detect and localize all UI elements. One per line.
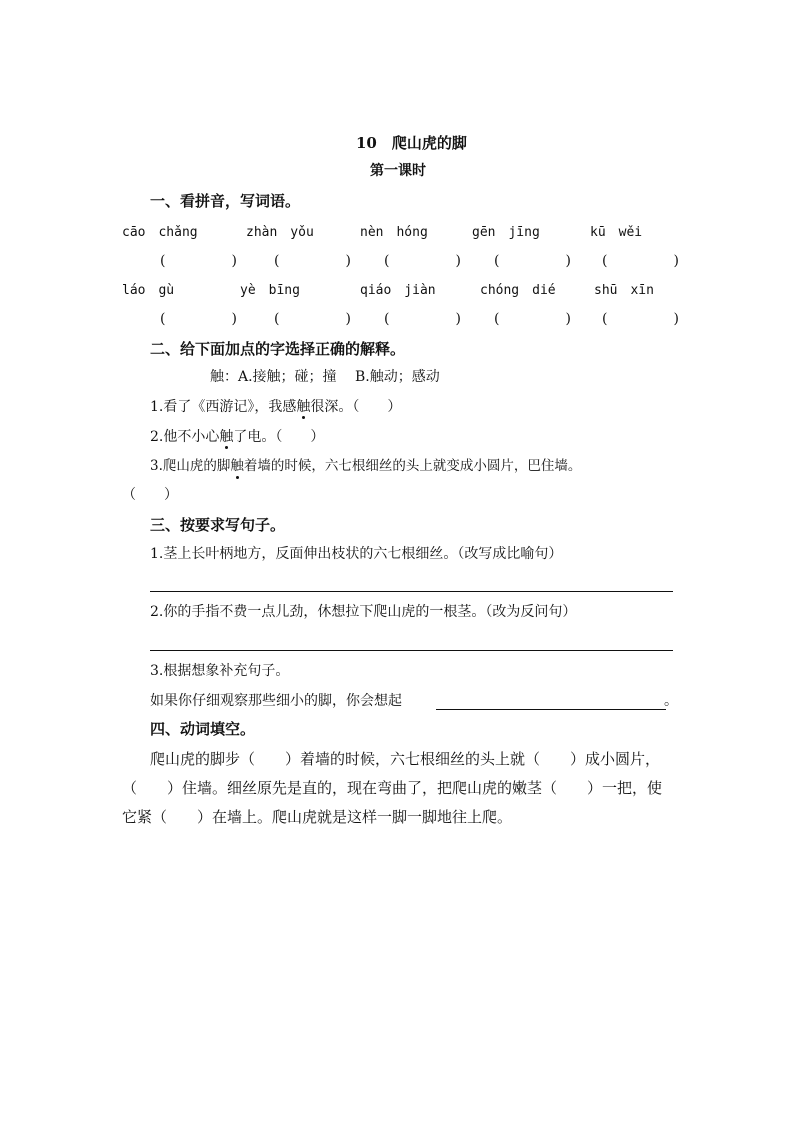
definition-line: 触：A.接触；碰；撞 B.触动；感动 bbox=[210, 369, 440, 385]
question-text: 着墙的时候，六七根细丝的头上就变成小圆片，巴住墙。 bbox=[243, 458, 582, 474]
question-text: 2.他不小心 bbox=[150, 429, 220, 445]
sentence-end: 。 bbox=[664, 693, 678, 709]
pinyin-5: kū wěi bbox=[590, 225, 643, 240]
paragraph-line: （ ）住墙。细丝原先是直的，现在弯曲了，把爬山虎的嫩茎（ ）一把，使 bbox=[122, 779, 663, 797]
dotted-character: 触 bbox=[230, 458, 244, 474]
answer-blank[interactable]: ( ) bbox=[494, 311, 573, 327]
question-item bbox=[150, 460, 581, 474]
pinyin-1: cāo chǎng bbox=[122, 225, 198, 240]
section3-heading: 三、按要求写句子。 bbox=[150, 516, 286, 534]
answer-line[interactable] bbox=[436, 709, 666, 710]
question-item bbox=[150, 430, 324, 444]
pinyin-7: yè bīng bbox=[240, 283, 300, 298]
question-item: 1.茎上长叶柄地方，反面伸出枝状的六七根细丝。（改写成比喻句） bbox=[150, 546, 563, 562]
answer-blank[interactable]: ( ) bbox=[494, 253, 573, 269]
page-title: 10 爬山虎的脚 bbox=[356, 134, 467, 152]
dotted-character: 触 bbox=[219, 429, 234, 445]
page-subtitle: 第一课时 bbox=[370, 163, 426, 179]
question-text: 很深。（ ） bbox=[310, 399, 402, 415]
answer-line[interactable] bbox=[150, 591, 673, 592]
answer-blank[interactable]: （ ） bbox=[122, 487, 178, 503]
section1-heading: 一、看拼音，写词语。 bbox=[150, 192, 301, 210]
paragraph-line: 爬山虎的脚步（ ）着墙的时候，六七根细丝的头上就（ ）成小圆片， bbox=[150, 750, 661, 768]
pinyin-6: láo gù bbox=[122, 283, 175, 298]
answer-blank[interactable]: ( ) bbox=[384, 253, 463, 269]
question-item bbox=[150, 400, 401, 414]
question-prompt: 如果你仔细观察那些细小的脚，你会想起 bbox=[150, 693, 402, 709]
answer-blank[interactable]: ( ) bbox=[384, 311, 463, 327]
answer-blank[interactable]: ( ) bbox=[602, 253, 681, 269]
section4-heading: 四、动词填空。 bbox=[150, 720, 256, 738]
question-item: 3.根据想象补充句子。 bbox=[150, 663, 290, 679]
paragraph-line: 它紧（ ）在墙上。爬山虎就是这样一脚一脚地往上爬。 bbox=[122, 808, 513, 826]
pinyin-2: zhàn yǒu bbox=[246, 225, 314, 240]
pinyin-3: nèn hóng bbox=[360, 225, 428, 240]
question-text: 3.爬山虎的脚 bbox=[150, 458, 231, 474]
answer-blank[interactable]: ( ) bbox=[602, 311, 681, 327]
answer-blank[interactable]: ( ) bbox=[160, 311, 239, 327]
section2-heading: 二、给下面加点的字选择正确的解释。 bbox=[150, 340, 406, 358]
answer-blank[interactable]: ( ) bbox=[160, 253, 239, 269]
question-item: 2.你的手指不费一点儿劲，休想拉下爬山虎的一根茎。（改为反问句） bbox=[150, 604, 577, 620]
pinyin-4: gēn jīng bbox=[472, 225, 540, 240]
question-text: 了电。（ ） bbox=[233, 429, 325, 445]
pinyin-8: qiáo jiàn bbox=[360, 283, 436, 298]
question-text: 1.看了《西游记》，我感 bbox=[150, 399, 297, 415]
answer-blank[interactable]: ( ) bbox=[274, 311, 353, 327]
answer-blank[interactable]: ( ) bbox=[274, 253, 353, 269]
answer-line[interactable] bbox=[150, 650, 673, 651]
pinyin-10: shū xīn bbox=[594, 283, 654, 298]
dotted-character: 触 bbox=[296, 399, 311, 415]
pinyin-9: chóng dié bbox=[480, 283, 556, 298]
